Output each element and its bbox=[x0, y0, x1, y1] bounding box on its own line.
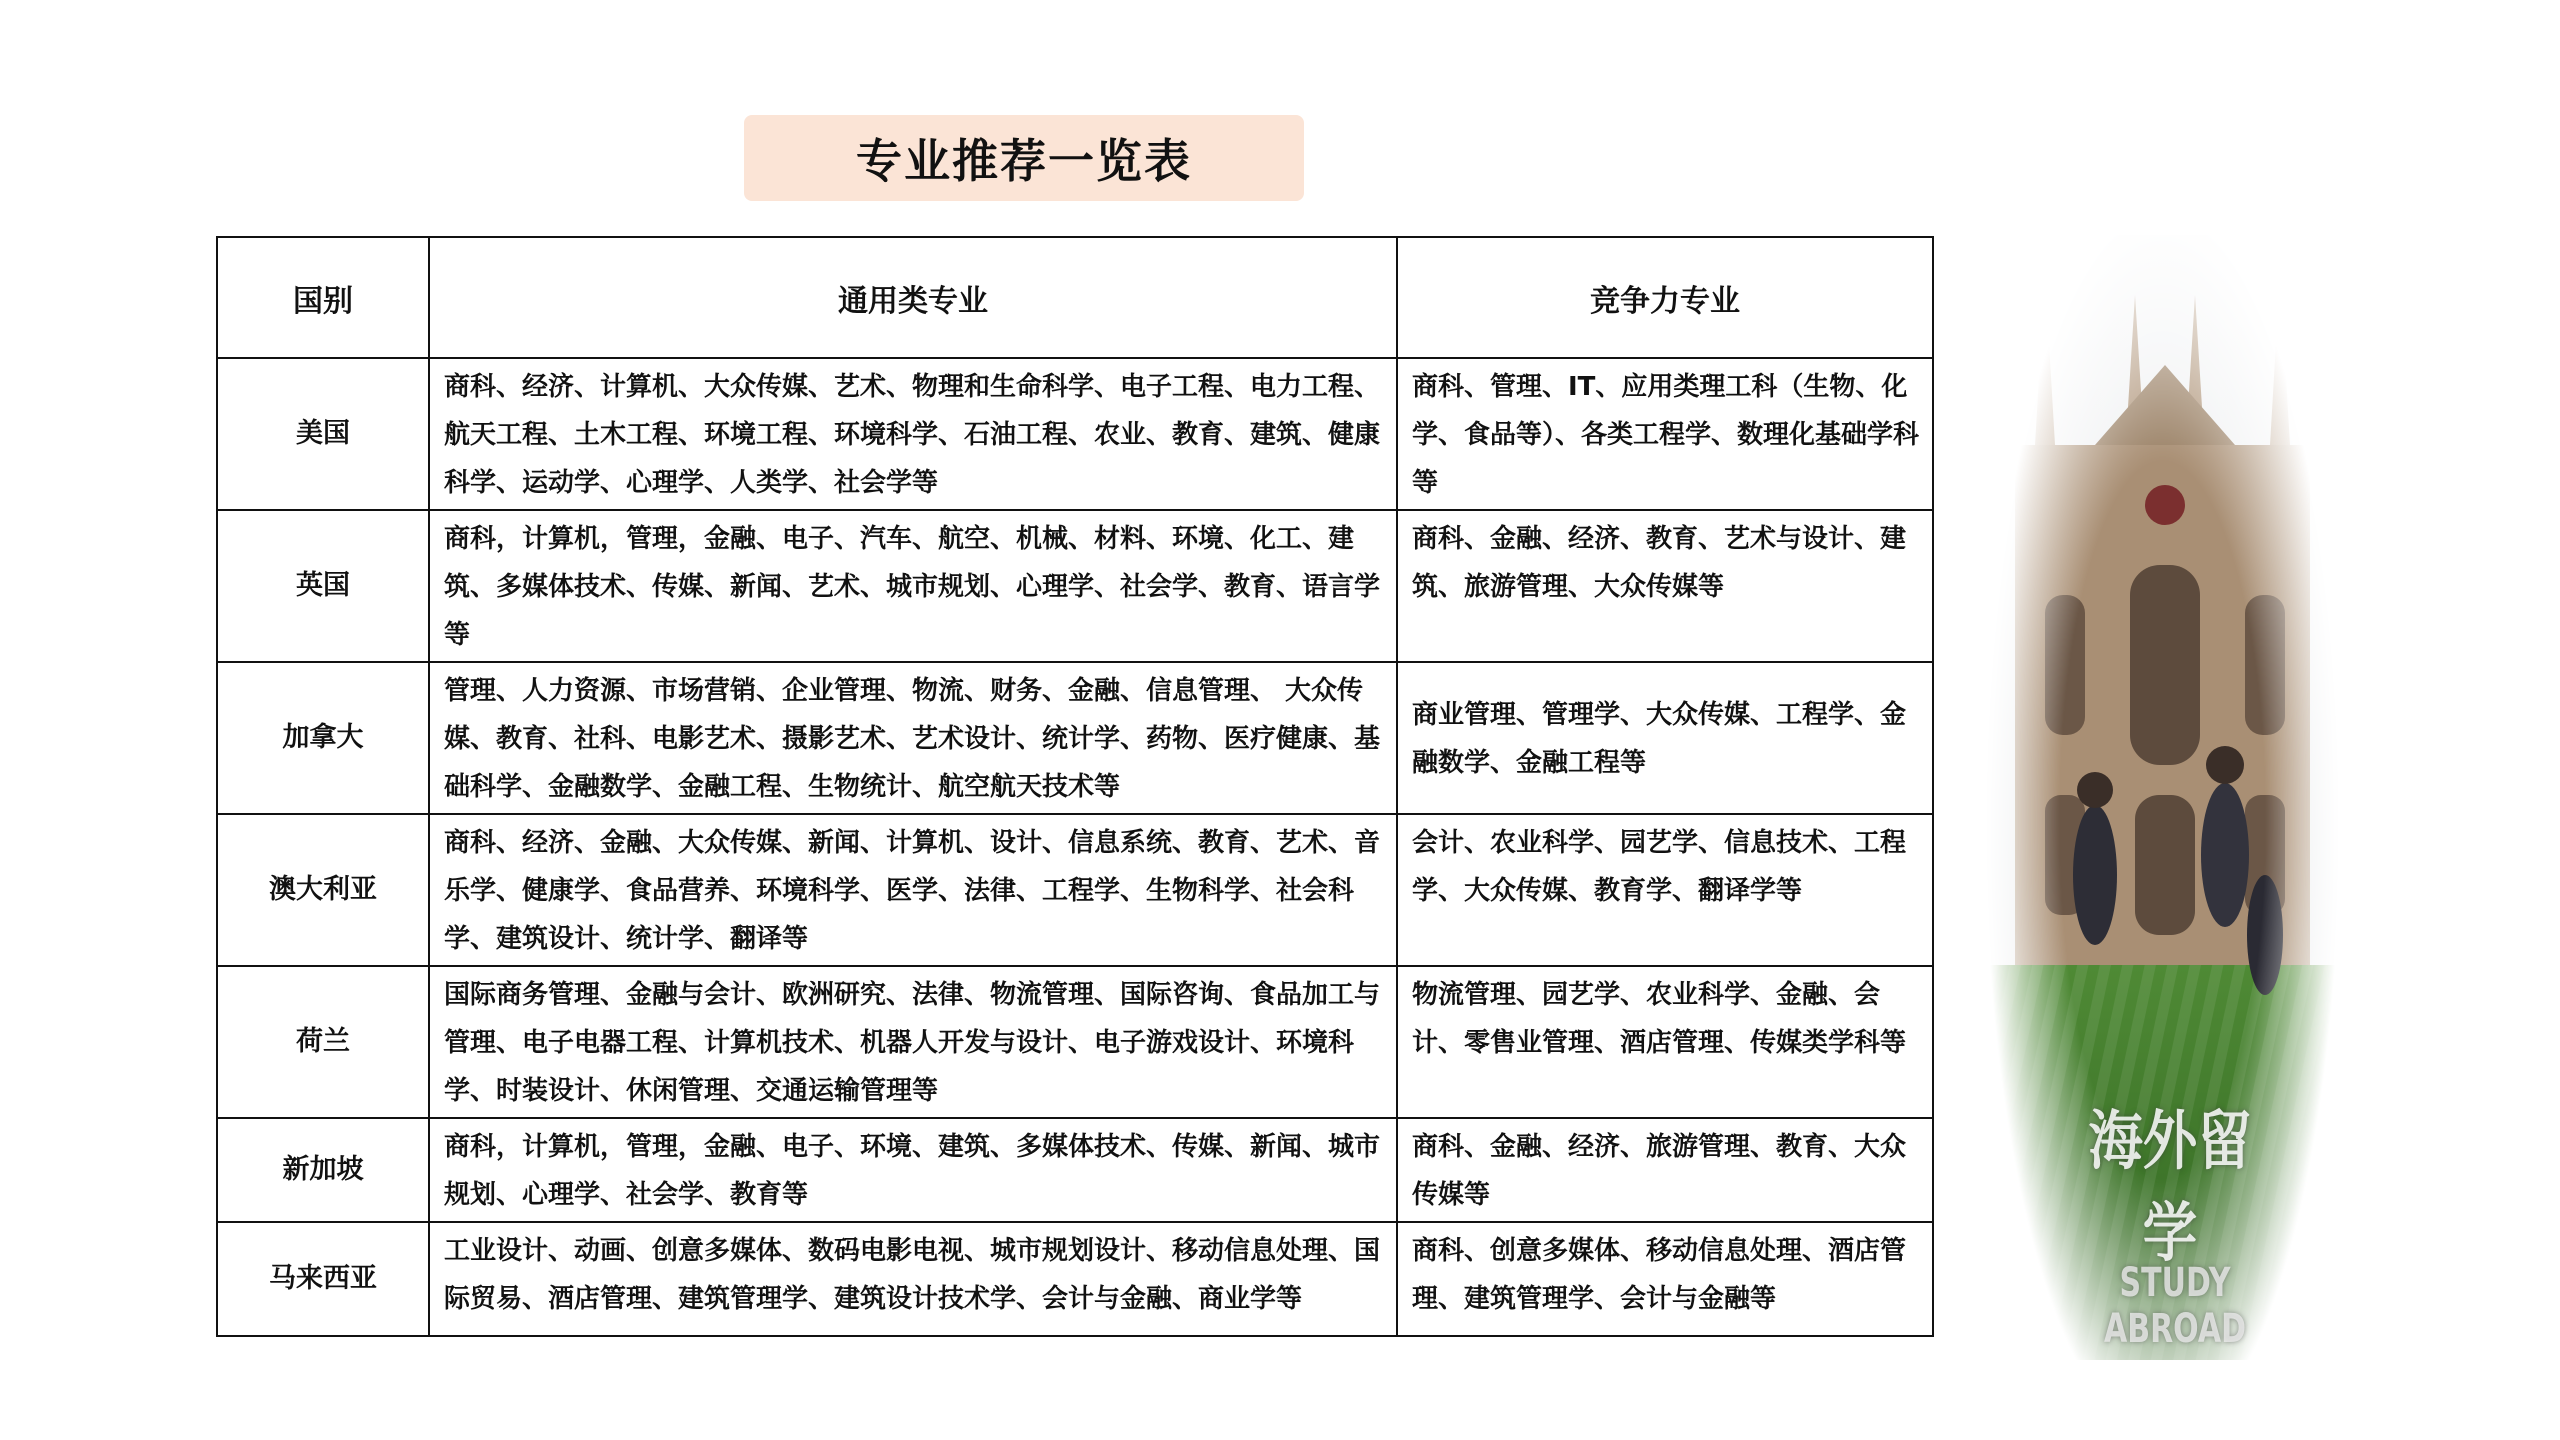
country-cell: 加拿大 bbox=[217, 662, 429, 814]
general-majors-cell: 国际商务管理、金融与会计、欧洲研究、法律、物流管理、国际咨询、食品加工与管理、电子电器工程、计算机技术、机器人开发与设计、电子游戏设计、环境科学、时装设计、休闲管理、交通运输管理等 bbox=[429, 966, 1397, 1118]
header-country: 国别 bbox=[217, 237, 429, 358]
general-majors-cell: 商科、经济、计算机、大众传媒、艺术、物理和生命科学、电子工程、电力工程、航天工程、土木工程、环境工程、环境科学、石油工程、农业、教育、建筑、健康科学、运动学、心理学、人类学、社会学等 bbox=[429, 358, 1397, 510]
table-header-row bbox=[217, 237, 1933, 358]
country-cell: 英国 bbox=[217, 510, 429, 662]
page-title: 专业推荐一览表 bbox=[856, 134, 1192, 188]
table-row bbox=[217, 662, 1933, 814]
competitive-majors-cell: 商业管理、管理学、大众传媒、工程学、金融数学、金融工程等 bbox=[1397, 662, 1933, 814]
table-row bbox=[217, 814, 1933, 966]
side-caption-cn: 海外留学 bbox=[2088, 1105, 2252, 1271]
table-row bbox=[217, 1222, 1933, 1336]
country-cell: 马来西亚 bbox=[217, 1222, 429, 1336]
general-majors-cell: 商科，计算机，管理，金融、电子、汽车、航空、机械、材料、环境、化工、建筑、多媒体技术、传媒、新闻、艺术、城市规划、心理学、社会学、教育、语言学等 bbox=[429, 510, 1397, 662]
side-caption-en: STUDY ABROAD bbox=[2103, 1260, 2247, 1352]
country-cell: 澳大利亚 bbox=[217, 814, 429, 966]
country-cell: 荷兰 bbox=[217, 966, 429, 1118]
competitive-majors-cell: 商科、创意多媒体、移动信息处理、酒店管理、建筑管理学、会计与金融等 bbox=[1397, 1222, 1933, 1336]
general-majors-cell: 商科、经济、金融、大众传媒、新闻、计算机、设计、信息系统、教育、艺术、音乐学、健康学、食品营养、环境科学、医学、法律、工程学、生物科学、社会科学、建筑设计、统计学、翻译等 bbox=[429, 814, 1397, 966]
header-competitive-majors: 竞争力专业 bbox=[1397, 237, 1933, 358]
general-majors-cell: 管理、人力资源、市场营销、企业管理、物流、财务、金融、信息管理、 大众传媒、教育、社科、电影艺术、摄影艺术、艺术设计、统计学、药物、医疗健康、基础科学、金融数学、金融工程、生物统计、航空航天技术等 bbox=[429, 662, 1397, 814]
competitive-majors-cell: 物流管理、园艺学、农业科学、金融、会计、零售业管理、酒店管理、传媒类学科等 bbox=[1397, 966, 1933, 1118]
competitive-majors-cell: 商科、金融、经济、教育、艺术与设计、建筑、旅游管理、大众传媒等 bbox=[1397, 510, 1933, 662]
majors-table bbox=[216, 236, 1934, 1337]
title-banner bbox=[744, 115, 1304, 201]
header-general-majors: 通用类专业 bbox=[429, 237, 1397, 358]
general-majors-cell: 工业设计、动画、创意多媒体、数码电影电视、城市规划设计、移动信息处理、国际贸易、酒店管理、建筑管理学、建筑设计技术学、会计与金融、商业学等 bbox=[429, 1222, 1397, 1336]
table-row bbox=[217, 1118, 1933, 1222]
country-cell: 新加坡 bbox=[217, 1118, 429, 1222]
table-row bbox=[217, 966, 1933, 1118]
table-row bbox=[217, 358, 1933, 510]
country-cell: 美国 bbox=[217, 358, 429, 510]
general-majors-cell: 商科，计算机，管理，金融、电子、环境、建筑、多媒体技术、传媒、新闻、城市规划、心理学、社会学、教育等 bbox=[429, 1118, 1397, 1222]
table-row bbox=[217, 510, 1933, 662]
competitive-majors-cell: 商科、管理、IT、应用类理工科（生物、化学、食品等）、各类工程学、数理化基础学科等 bbox=[1397, 358, 1933, 510]
competitive-majors-cell: 商科、金融、经济、旅游管理、教育、大众传媒等 bbox=[1397, 1118, 1933, 1222]
competitive-majors-cell: 会计、农业科学、园艺学、信息技术、工程学、大众传媒、教育学、翻译学等 bbox=[1397, 814, 1933, 966]
